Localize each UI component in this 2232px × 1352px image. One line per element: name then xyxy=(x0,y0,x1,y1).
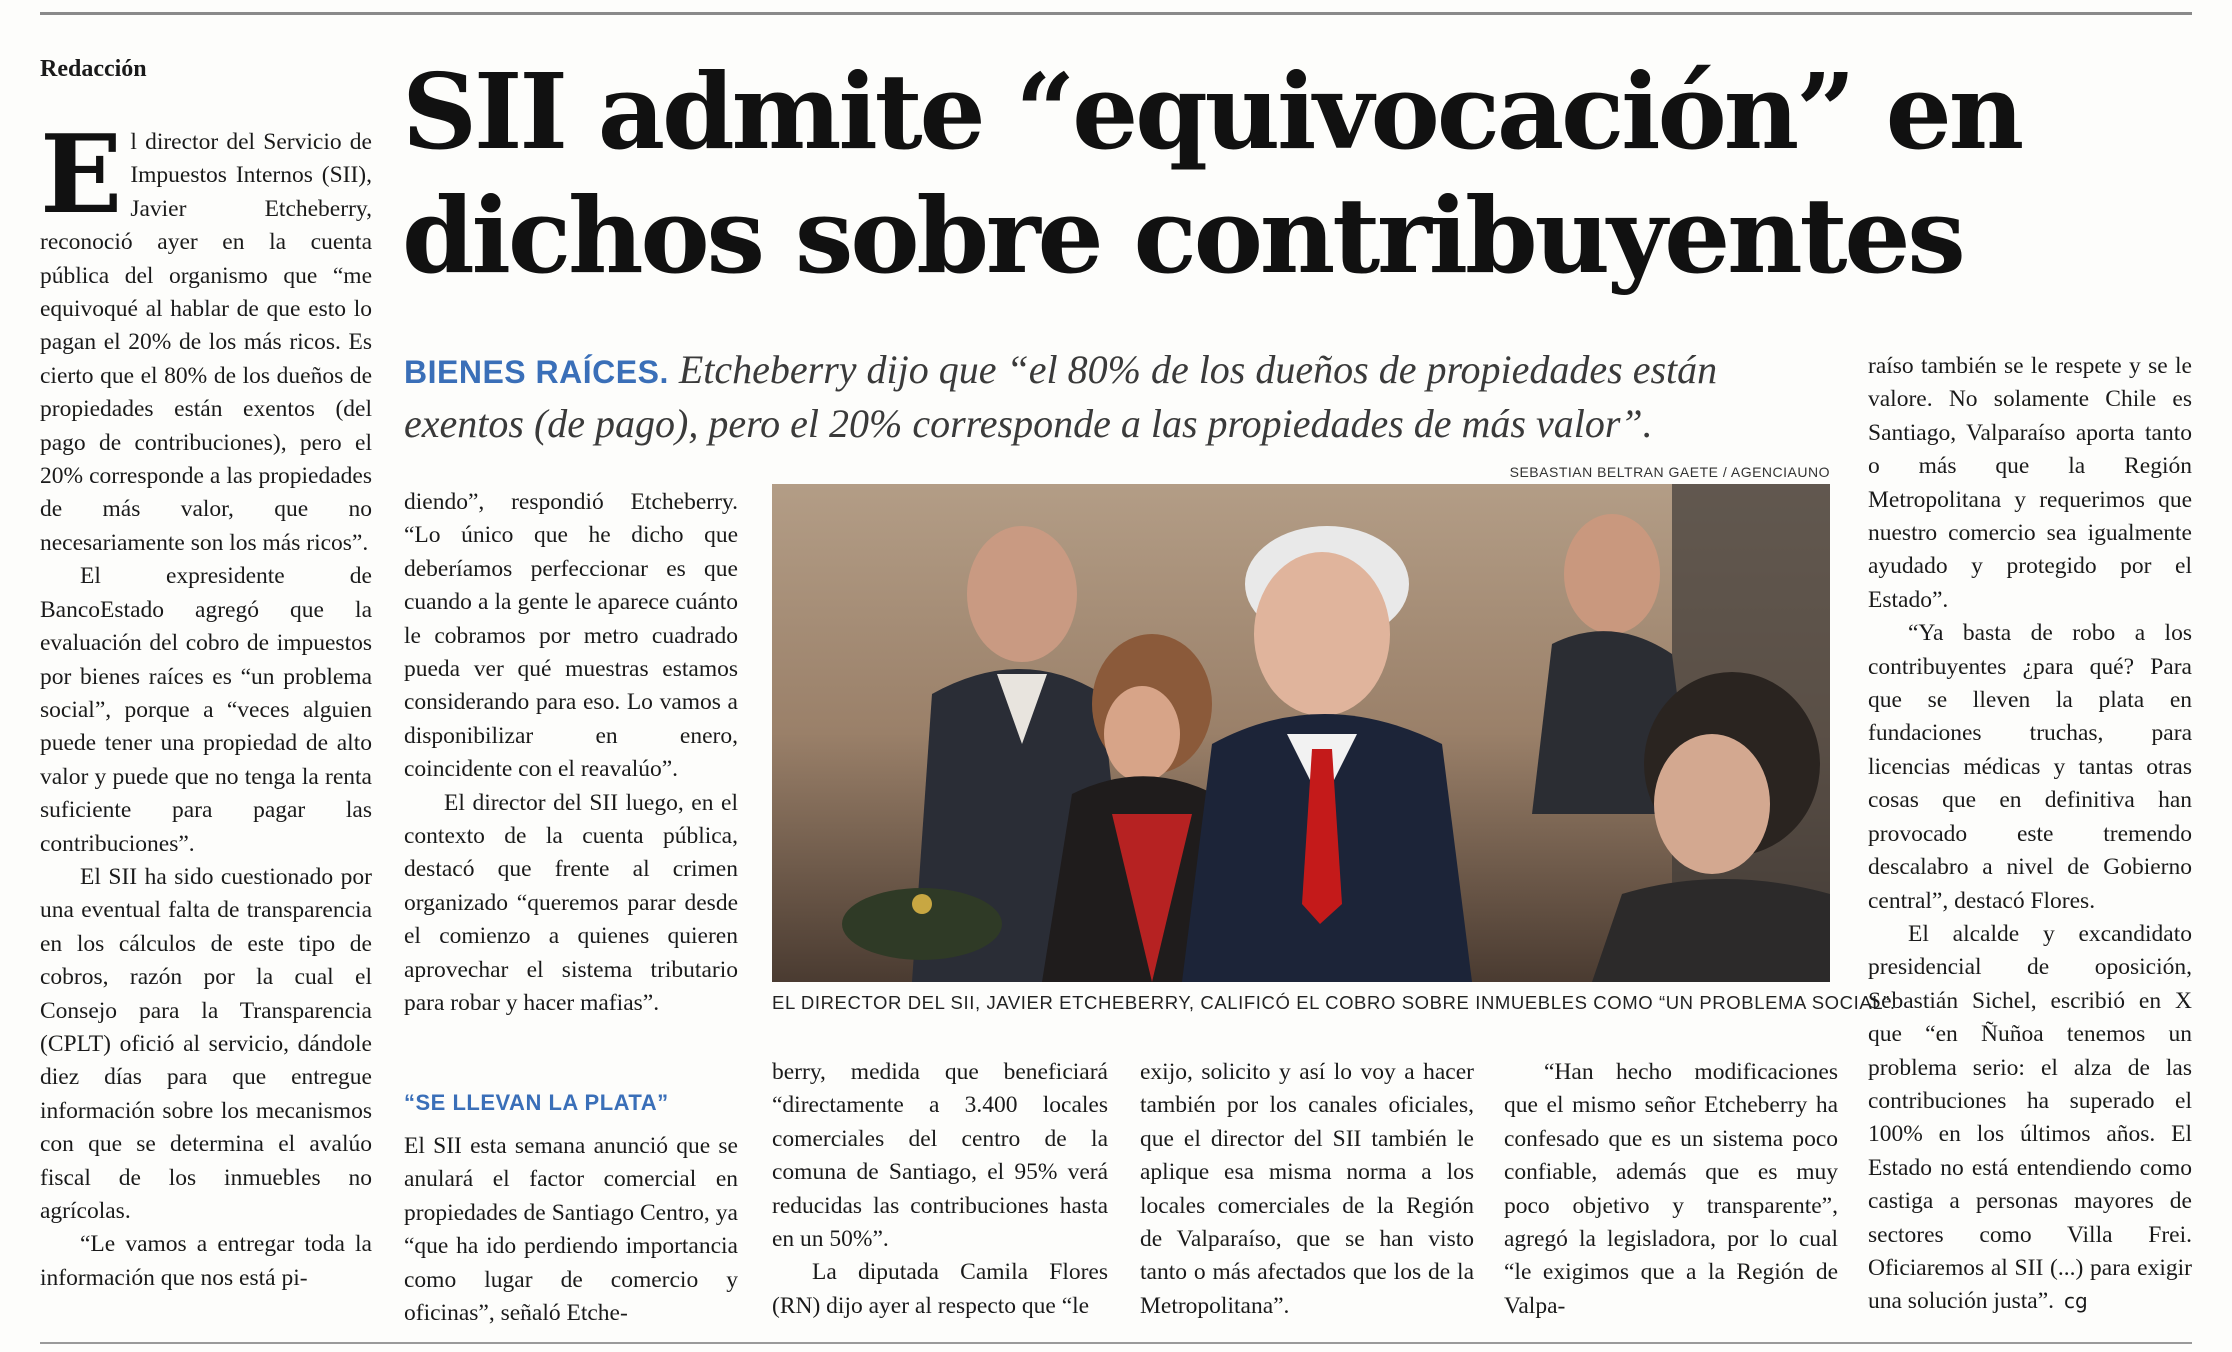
paragraph: El alcalde y excandidato presidencial de oposición, Sebastián Sichel, escribió en X que “en Ñuñoa tenemos un problema serio: el alza de las contribuciones ha superado el 100% en los últimos años. El Estado no está entendiendo como castiga a personas mayores de sectores como Villa Frei. Oficiaremos al SII (...) para exigir una solución justa”. cg xyxy=(1868,920,2192,1315)
paragraph: berry, medida que beneficiará “directamente a 3.400 locales comerciales del centro de la comuna de Santiago, el 95% verá reducidas las contribuciones hasta en un 50%”. xyxy=(772,1059,1108,1253)
top-rule xyxy=(40,12,2192,15)
deck-text: Etcheberry dijo que “el 80% de los dueños de propiedades están exentos (de pago), pero el 20% corresponde a las propiedades de más valor”. xyxy=(404,347,1718,446)
bottom-rule xyxy=(40,1342,2192,1344)
photo-illustration xyxy=(772,484,1830,982)
deck xyxy=(404,344,1844,450)
paragraph: La diputada Camila Flores (RN) dijo ayer al respecto que “le xyxy=(772,1259,1108,1319)
byline: Redacción xyxy=(40,56,147,82)
headline-line-1: SII admite “equivocación” en xyxy=(402,50,2022,173)
column-4 xyxy=(1140,1056,1474,1323)
headline xyxy=(402,50,2182,298)
paragraph: “Le vamos a entregar toda la información que nos está pi- xyxy=(40,1231,372,1291)
paragraph: “Han hecho modificaciones que el mismo señor Etcheberry ha confesado que es un sistema poco confiable, además que es muy poco objetivo y transparente”, agregó la legisladora, por lo cual “le exigimos que a la Región de Valpa- xyxy=(1504,1059,1838,1319)
deck-kicker: BIENES RAÍCES. xyxy=(404,354,669,390)
column-2-lower xyxy=(404,1130,738,1330)
headline-line-2: dichos sobre contribuyentes xyxy=(402,174,1963,297)
subhead: “SE LLEVAN LA PLATA” xyxy=(404,1090,669,1115)
photo-credit: SEBASTIAN BELTRAN GAETE / AGENCIAUNO xyxy=(1509,464,1830,480)
paragraph: El expresidente de BancoEstado agregó que la evaluación del cobro de impuestos por bienes raíces es “un problema social”, porque a “veces alguien puede tener una propiedad de alto valor y puede que no tenga la renta suficiente para pagar las contribuciones”. xyxy=(40,563,372,857)
photo-caption: EL DIRECTOR DEL SII, JAVIER ETCHEBERRY, CALIFICÓ EL COBRO SOBRE INMUEBLES COMO “UN PROBLEMA SOCIAL”. xyxy=(772,992,1896,1013)
news-photo xyxy=(772,484,1830,982)
paragraph: diendo”, respondió Etcheberry. “Lo único que he dicho que deberíamos perfeccionar es que cuando a la gente le aparece cuánto le cobramos por metro cuadrado pueda ver qué muestras estamos considerando para eso. Lo vamos a disponibilizar en enero, coincidente con el reavalúo”. xyxy=(404,489,738,783)
paragraph: El SII ha sido cuestionado por una eventual falta de transparencia en los cálculos de este tipo de cobros, razón por la cual el Consejo para la Transparencia (CPLT) ofició al servicio, dándole diez días para que entregue información sobre los mecanismos con que se determina el avalúo fiscal de los inmuebles no agrícolas. xyxy=(40,863,372,1224)
column-5 xyxy=(1504,1056,1838,1323)
paragraph: “Ya basta de robo a los contribuyentes ¿para qué? Para que se lleven la plata en fundaciones truchas, para licencias médicas y tantas otras cosas que en definitiva han provocado este tremendo descalabro a nivel de Gobierno central”, destacó Flores. xyxy=(1868,620,2192,914)
paragraph: exijo, solicito y así lo voy a hacer también por los canales oficiales, que el director del SII también le aplique esa misma norma a los locales comerciales de la Región de Valparaíso, que se han visto tanto o más afectados que los de la Metropolitana”. xyxy=(1140,1059,1474,1319)
column-6 xyxy=(1868,350,2192,1319)
column-2 xyxy=(404,486,738,1021)
paragraph: raíso también se le respete y se le valore. No solamente Chile es Santiago, Valparaíso aporta tanto o más que la Región Metropolitana y requerimos que nuestro comercio sea igualmente ayudado y protegido por el Estado”. xyxy=(1868,353,2192,613)
paragraph: El director del Servicio de Impuestos Internos (SII), Javier Etcheberry, reconoció ayer en la cuenta pública del organismo que “me equivoqué al hablar de que esto lo pagan el 20% de los más ricos. Es cierto que el 80% de los dueños de propiedades están exentos (del pago de contribuciones), pero el 20% corresponde a las propiedades de más valor, que no necesariamente son los más ricos”. xyxy=(40,112,372,556)
column-3 xyxy=(772,1056,1108,1323)
paragraph: El SII esta semana anunció que se anulará el factor comercial en propiedades de Santiago Centro, ya “que ha ido perdiendo importancia como lugar de comercio y oficinas”, señaló Etche- xyxy=(404,1133,738,1327)
end-mark: cg xyxy=(2064,1289,2088,1314)
paragraph: El director del SII luego, en el contexto de la cuenta pública, destacó que frente al crimen organizado “queremos parar desde el comienzo a quienes quieren aprovechar el sistema tributario para robar y hacer mafias”. xyxy=(404,789,738,1017)
drop-cap: E xyxy=(40,112,123,238)
column-1 xyxy=(40,112,372,1295)
